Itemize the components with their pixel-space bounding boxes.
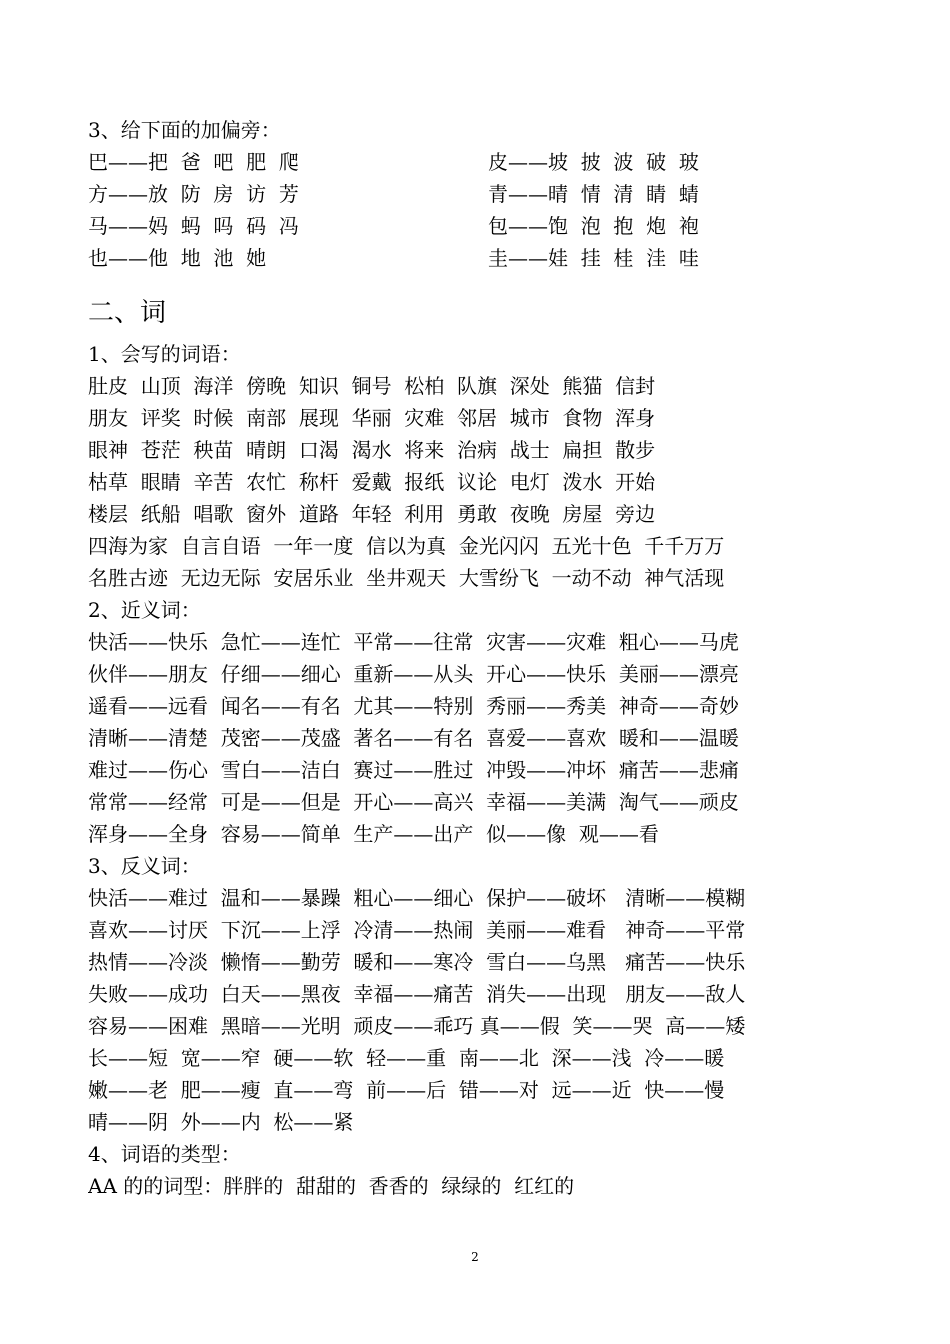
can-write-row: 眼神 苍茫 秧苗 晴朗 口渴 渴水 将来 治病 战士 扁担 散步	[88, 438, 656, 462]
synonyms-row: 清晰——清楚 茂密——茂盛 著名——有名 喜爱——喜欢 暖和——温暖	[88, 726, 739, 750]
radicals-row-left: 马——妈 蚂 吗 码 冯	[88, 214, 299, 238]
radicals-heading: 3、给下面的加偏旁：	[88, 118, 281, 142]
synonyms-heading: 2、近义词：	[88, 598, 201, 622]
radicals-row	[88, 148, 878, 176]
antonyms-heading: 3、反义词：	[88, 854, 201, 878]
radicals-row-left: 方——放 防 房 访 芳	[88, 182, 299, 206]
antonyms-row: 失败——成功 白天——黑夜 幸福——痛苦 消失——出现 朋友——敌人	[88, 982, 746, 1006]
radicals-row-left: 巴——把 爸 吧 肥 爬	[88, 150, 299, 174]
page-number: 2	[471, 1250, 479, 1264]
antonyms-row: 长——短 宽——窄 硬——软 轻——重 南——北 深——浅 冷——暖	[88, 1046, 725, 1070]
synonyms-row: 遥看——远看 闻名——有名 尤其——特别 秀丽——秀美 神奇——奇妙	[88, 694, 739, 718]
word-types-row: AA 的的词型：胖胖的 甜甜的 香香的 绿绿的 红红的	[88, 1174, 575, 1198]
radicals-row-right: 圭——娃 挂 桂 洼 哇	[488, 246, 699, 270]
radicals-row-right: 包——饱 泡 抱 炮 袍	[488, 214, 699, 238]
radicals-row-left: 也——他 地 池 她	[88, 246, 267, 270]
can-write-row: 名胜古迹 无边无际 安居乐业 坐井观天 大雪纷飞 一动不动 神气活现	[88, 566, 725, 590]
antonyms-row: 热情——冷淡 懒惰——勤劳 暖和——寒冷 雪白——乌黑 痛苦——快乐	[88, 950, 746, 974]
synonyms-row: 快活——快乐 急忙——连忙 平常——往常 灾害——灾难 粗心——马虎	[88, 630, 739, 654]
radicals-row-right: 皮——坡 披 波 破 玻	[488, 150, 699, 174]
synonyms-row: 常常——经常 可是——但是 开心——高兴 幸福——美满 淘气——顽皮	[88, 790, 739, 814]
can-write-row: 四海为家 自言自语 一年一度 信以为真 金光闪闪 五光十色 千千万万	[88, 534, 725, 558]
can-write-row: 朋友 评奖 时候 南部 展现 华丽 灾难 邻居 城市 食物 浑身	[88, 406, 656, 430]
radicals-row-right: 青——晴 情 清 睛 蜻	[488, 182, 699, 206]
can-write-row: 肚皮 山顶 海洋 傍晚 知识 铜号 松柏 队旗 深处 熊猫 信封	[88, 374, 656, 398]
antonyms-row: 容易——困难 黑暗——光明 顽皮——乖巧 真——假 笑——哭 高——矮	[88, 1014, 746, 1038]
section-title: 二、词	[88, 298, 167, 328]
antonyms-row: 嫩——老 肥——瘦 直——弯 前——后 错——对 远——近 快——慢	[88, 1078, 725, 1102]
radicals-row	[88, 244, 878, 272]
radicals-row	[88, 180, 878, 208]
word-types-heading: 4、词语的类型：	[88, 1142, 241, 1166]
antonyms-row: 喜欢——讨厌 下沉——上浮 冷清——热闹 美丽——难看 神奇——平常	[88, 918, 746, 942]
synonyms-row: 伙伴——朋友 仔细——细心 重新——从头 开心——快乐 美丽——漂亮	[88, 662, 739, 686]
can-write-heading: 1、会写的词语：	[88, 342, 241, 366]
can-write-row: 楼层 纸船 唱歌 窗外 道路 年轻 利用 勇敢 夜晚 房屋 旁边	[88, 502, 656, 526]
can-write-row: 枯草 眼睛 辛苦 农忙 称杆 爱戴 报纸 议论 电灯 泼水 开始	[88, 470, 656, 494]
radicals-row	[88, 212, 878, 240]
antonyms-row: 快活——难过 温和——暴躁 粗心——细心 保护——破坏 清晰——模糊	[88, 886, 746, 910]
synonyms-row: 难过——伤心 雪白——洁白 赛过——胜过 冲毁——冲坏 痛苦——悲痛	[88, 758, 739, 782]
synonyms-row: 浑身——全身 容易——简单 生产——出产 似——像 观——看	[88, 822, 659, 846]
antonyms-row: 晴——阴 外——内 松——紧	[88, 1110, 354, 1134]
